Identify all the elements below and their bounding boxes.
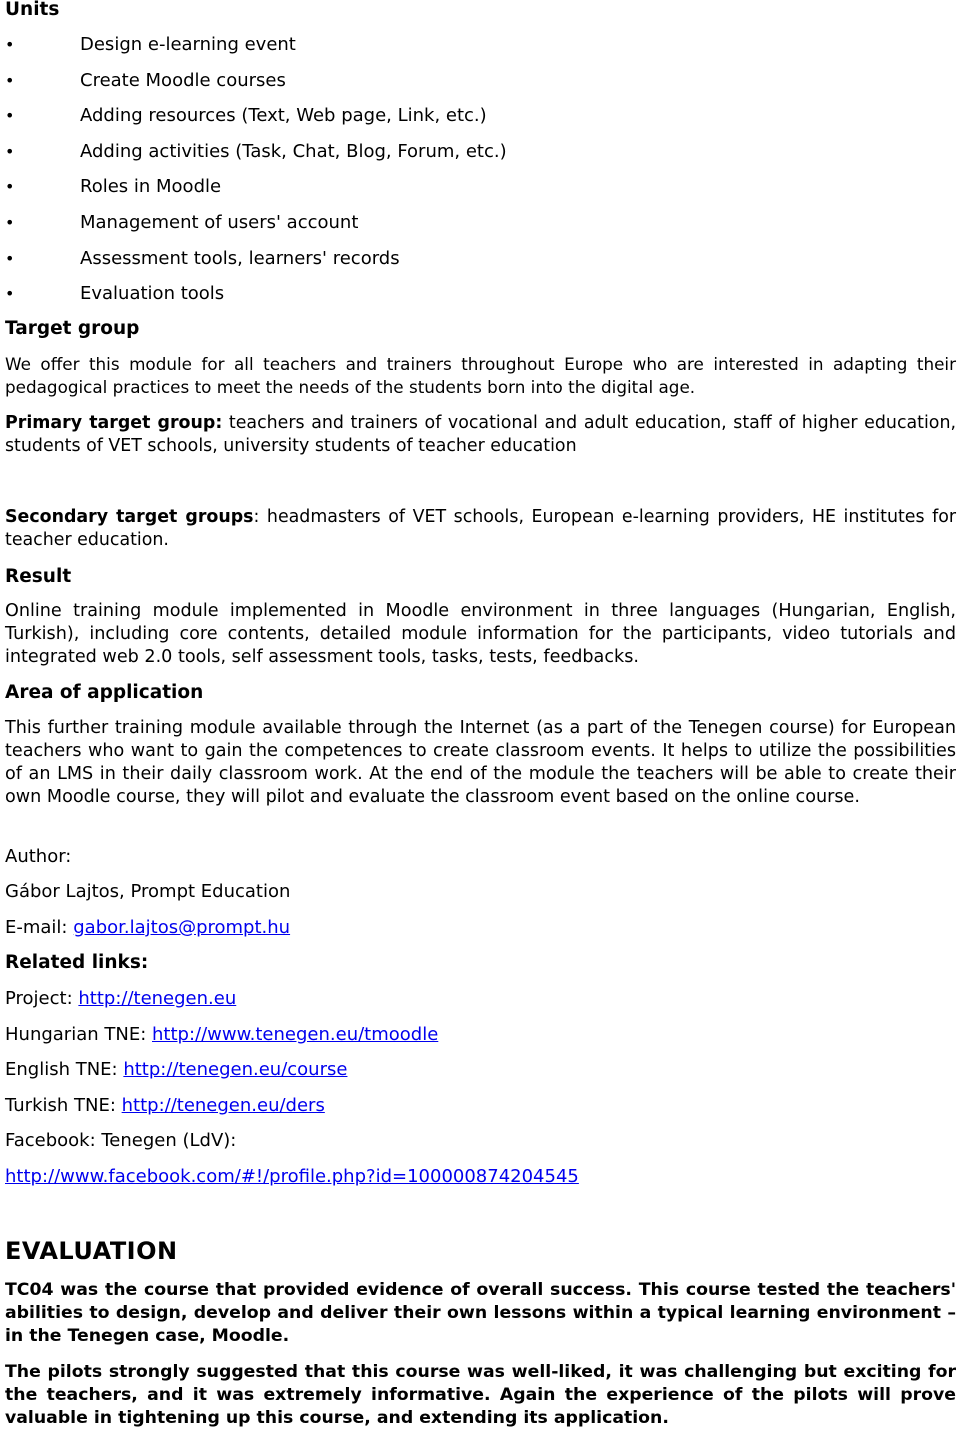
author-label: Author: (5, 846, 72, 867)
turkish-link[interactable]: http://tenegen.eu/ders (121, 1095, 325, 1116)
primary-text: teachers and trainers of vocational and adult education, staff of higher education, students of VET schools, university students of teacher education (5, 413, 956, 456)
units-heading: Units (5, 0, 60, 20)
facebook-link[interactable]: http://www.facebook.com/#!/profile.php?id=100000874204545 (5, 1166, 579, 1187)
list-item: • Design e-learning event (5, 33, 905, 69)
secondary-label: Secondary target groups (5, 507, 254, 527)
evaluation-section-2 (5, 1361, 956, 1430)
project-link-row (5, 987, 956, 1011)
author-name: Gábor Lajtos, Prompt Education (5, 881, 291, 902)
list-item: • Create Moodle courses (5, 69, 905, 105)
hungarian-link-row (5, 1023, 956, 1047)
project-link[interactable]: http://tenegen.eu (78, 988, 237, 1009)
turkish-label: Turkish TNE: (5, 1095, 122, 1116)
project-label: Project: (5, 988, 79, 1009)
facebook-label: Facebook: Tenegen (LdV): (5, 1130, 237, 1151)
list-item: • Adding activities (Task, Chat, Blog, Forum, etc.) (5, 140, 905, 176)
area-text: This further training module available through the Internet (as a part of the Tenegen course) for European teachers who want to gain the competences to create classroom events. It helps to utilize the possibilities of an LMS in their daily classroom work. At the end of the module the teachers will be able to create their own Moodle course, they will pilot and evaluate the classroom event based on the online course. (5, 718, 956, 807)
email-link[interactable]: gabor.lajtos@prompt.hu (73, 917, 291, 938)
author-email (5, 916, 956, 940)
evaluation-section (5, 1279, 956, 1348)
area-heading: Area of application (5, 682, 204, 703)
english-link-row (5, 1058, 956, 1082)
secondary-target-group (5, 506, 956, 552)
english-label: English TNE: (5, 1059, 124, 1080)
email-label: E-mail: (5, 917, 74, 938)
units-list (5, 33, 905, 318)
result-text: Online training module implemented in Moodle environment in three languages (Hungarian, English, Turkish), including core contents, detailed module information for the participants, video tutorials and integrated web 2.0 tools, self assessment tools, tasks, tests, feedbacks. (5, 601, 956, 667)
primary-target-group (5, 412, 956, 458)
turkish-link-row (5, 1094, 956, 1118)
evaluation-heading: EVALUATION (5, 1237, 178, 1265)
facebook-link-row (5, 1165, 956, 1189)
list-item: • Adding resources (Text, Web page, Link, etc.) (5, 104, 905, 140)
list-item: • Management of users' account (5, 211, 905, 247)
hungarian-label: Hungarian TNE: (5, 1024, 152, 1045)
hungarian-link[interactable]: http://www.tenegen.eu/tmoodle (152, 1024, 439, 1045)
evaluation-paragraph-2: The pilots strongly suggested that this course was well-liked, it was challenging but exciting for the teachers, and it was extremely informative. Again the experience of the pilots will prove valuable in tightening up this course, and extending its application. (5, 1362, 956, 1428)
primary-label: Primary target group: (5, 413, 223, 433)
target-group-heading: Target group (5, 318, 140, 339)
secondary-text: : headmasters of VET schools, European e-learning providers, HE institutes for teacher education. (5, 507, 956, 550)
related-links-heading: Related links: (5, 952, 149, 973)
english-link[interactable]: http://tenegen.eu/course (123, 1059, 348, 1080)
evaluation-paragraph-1: TC04 was the course that provided evidence of overall success. This course tested the teachers' abilities to design, develop and deliver their own lessons within a typical learning environment – in the Tenegen case, Moodle. (5, 1280, 956, 1346)
list-item: • Roles in Moodle (5, 175, 905, 211)
result-heading: Result (5, 566, 72, 587)
list-item: • Assessment tools, learners' records (5, 247, 905, 283)
target-group-intro: We offer this module for all teachers and trainers throughout Europe who are interested in adapting their pedagogical practices to meet the needs of the students born into the digital age. (5, 354, 956, 397)
list-item: • Evaluation tools (5, 282, 905, 318)
